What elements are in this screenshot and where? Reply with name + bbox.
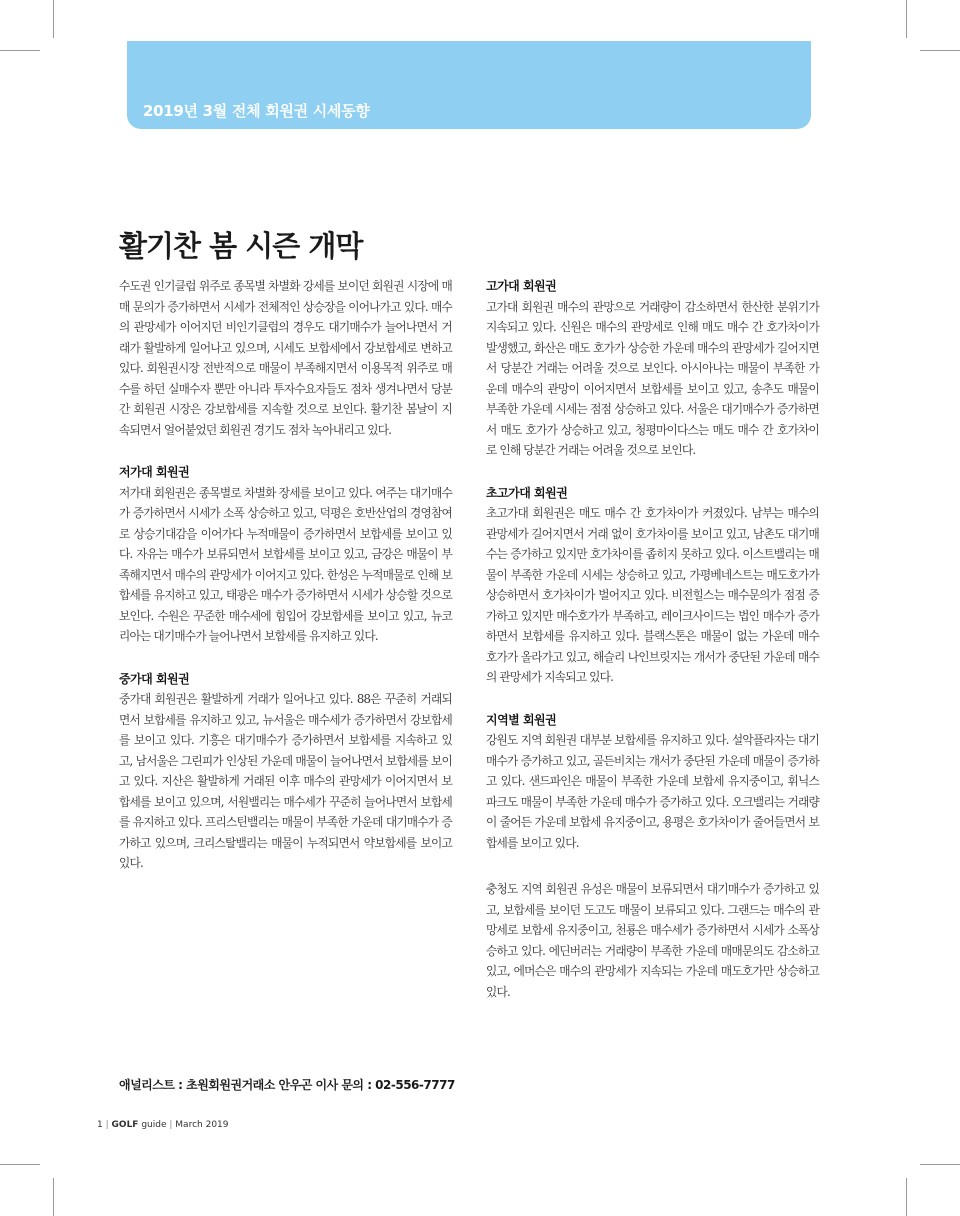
page-number: 1 (97, 1120, 103, 1130)
page-folio (97, 1120, 229, 1130)
crop-mark (920, 1164, 960, 1165)
section-title-mid: 중가대 회원권 (119, 671, 190, 686)
analyst-credit: 애널리스트 : 초원회원권거래소 안우곤 이사 문의 : 02-556-7777 (119, 1078, 455, 1092)
magazine-suffix: guide (141, 1120, 167, 1130)
section-body-regional-2: 충청도 지역 회원권 유성은 매물이 보류되면서 대기매수가 증가하고 있고, 보합세를 보이던 도고도 매물이 보류되고 있다. 그랜드는 매수의 관망세로 보합세 유지중이고, 천룡은 매수세가 증가하면서 시세가 소폭상승하고 있다. 에딘버러는 거래량이 부족한 가운데 매매문의도 감소하고 있고, 에머슨은 매수의 관망세가 지속되는 가운데 매도호가만 상승하고 있다. (486, 882, 819, 999)
crop-mark (906, 1178, 907, 1216)
article-headline: 활기찬 봄 시즌 개막 (119, 229, 363, 263)
crop-mark (53, 1178, 54, 1216)
section-body-mid: 중가대 회원권은 활발하게 거래가 일어나고 있다. 88은 꾸준히 거래되면서 보합세를 유지하고 있고, 뉴서울은 매수세가 증가하면서 강보합세를 보이고 있다. 기흥은 대기매수가 증가하면서 보합세를 지속하고 있고, 남서울은 그린피가 인상된 가운데 매물이 늘어나면서 보합세를 보이고 있다. 지산은 활발하게 거래된 이후 매수의 관망세가 이어지면서 보합세를 보이고 있으며, 서원밸리는 매수세가 꾸준히 늘어나면서 보합세를 유지하고 있다. 프리스틴밸리는 매물이 부족한 가운데 대기매수가 증가하고 있으며, 크리스탈밸리는 매물이 누적되면서 약보합세를 보이고 있다. (119, 692, 452, 870)
section-body-low: 저가대 회원권은 종목별로 차별화 장세를 보이고 있다. 여주는 대기매수가 증가하면서 시세가 소폭 상승하고 있고, 덕평은 호반산업의 경영참여로 상승기대감을 이어가다 누적매물이 증가하면서 보합세를 보이고 있다. 자유는 매수가 보류되면서 보합세를 보이고 있고, 금강은 매물이 부족해지면서 매수의 관망세가 이어지고 있다. 한성은 누적매물로 인해 보합세를 유지하고 있고, 태광은 매수가 증가하면서 시세가 상승할 것으로 보인다. 수원은 꾸준한 매수세에 힘입어 강보합세를 보이고 있고, 뉴코리아는 대기매수가 늘어나면서 보합세를 유지하고 있다. (119, 485, 452, 643)
crop-mark (920, 50, 960, 51)
section-title-regional: 지역별 회원권 (486, 712, 557, 727)
magazine-name: GOLF (111, 1120, 139, 1130)
folio-divider: | (105, 1120, 109, 1130)
crop-mark (906, 0, 907, 38)
intro-paragraph: 수도권 인기클럽 위주로 종목별 차별화 강세를 보이던 회원권 시장에 매매 문의가 증가하면서 시세가 전체적인 상승장을 이어나가고 있다. 매수의 관망세가 이어지던 비인기클럽의 경우도 대기매수가 늘어나면서 거래가 활발하게 일어나고 있으며, 시세도 보합세에서 강보합세로 변하고 있다. 회원권시장 전반적으로 매물이 부족해지면서 이용목적 위주로 매수를 하던 실매수자 뿐만 아니라 투자수요자들도 점차 생겨나면서 당분간 회원권 시장은 강보합세를 지속할 것으로 보인다. 활기찬 봄날이 지속되면서 얼어붙었던 회원권 경기도 점차 녹아내리고 있다. (119, 279, 452, 437)
issue-date: March 2019 (175, 1120, 229, 1130)
section-body-high: 고가대 회원권 매수의 관망으로 거래량이 감소하면서 한산한 분위기가 지속되고 있다. 신원은 매수의 관망세로 인해 매도 매수 간 호가차이가 발생했고, 화산은 매도 호가가 상승한 가운데 매수의 관망세가 길어지면서 당분간 거래는 어려울 것으로 보인다. 아시아나는 매물이 부족한 가운데 매수의 관망이 이어지면서 보합세를 보이고 있고, 송추도 매물이 부족한 가운데 시세는 점점 상승하고 있다. 서울은 대기매수가 증가하면서 매도 호가가 상승하고 있고, 청평마이다스는 매도 매수 간 호가차이로 인해 당분간 거래는 어려울 것으로 보인다. (486, 299, 819, 457)
section-title-high: 고가대 회원권 (486, 279, 557, 293)
section-title-ultra: 초고가대 회원권 (486, 485, 568, 500)
section-body-regional-1: 강원도 지역 회원권 대부분 보합세를 유지하고 있다. 설악플라자는 대기매수가 증가하고 있고, 골든비치는 개서가 중단된 가운데 매물이 증가하고 있다. 샌드파인은 매물이 부족한 가운데 보합세 유지중이고, 휘닉스파크도 매물이 부족한 가운데 매수가 증가하고 있다. 오크밸리는 거래량이 줄어든 가운데 보합세 유지중이고, 용평은 호가차이가 줄어들면서 보합세를 보이고 있다. (486, 733, 819, 850)
folio-divider: | (169, 1120, 173, 1130)
section-body-ultra: 초고가대 회원권은 매도 매수 간 호가차이가 커졌있다. 남부는 매수의 관망세가 길어지면서 거래 없이 호가차이를 보이고 있고, 남촌도 대기매수는 증가하고 있지만 호가차이를 좁히지 못하고 있다. 이스트밸리는 매물이 부족한 가운데 시세는 상승하고 있고, 가평베네스트는 매도호가가 상승하면서 호가차이가 벌어지고 있다. 비전힐스는 매수문의가 점점 증가하고 있지만 매수호가가 부족하고, 레이크사이드는 법인 매수가 증가하면서 보합세를 유지하고 있다. 블랙스톤은 매물이 없는 가운데 매수 호가가 올라가고 있고, 해슬리 나인브릿지는 개서가 중단된 가운데 매수의 관망세가 지속되고 있다. (486, 506, 819, 684)
crop-mark (53, 0, 54, 38)
banner-title: 2019년 3월 전체 회원권 시세동향 (143, 102, 370, 120)
left-column (119, 276, 452, 874)
section-title-low: 저가대 회원권 (119, 465, 190, 479)
right-column (486, 276, 819, 1002)
crop-mark (0, 1164, 40, 1165)
crop-mark (0, 50, 40, 51)
